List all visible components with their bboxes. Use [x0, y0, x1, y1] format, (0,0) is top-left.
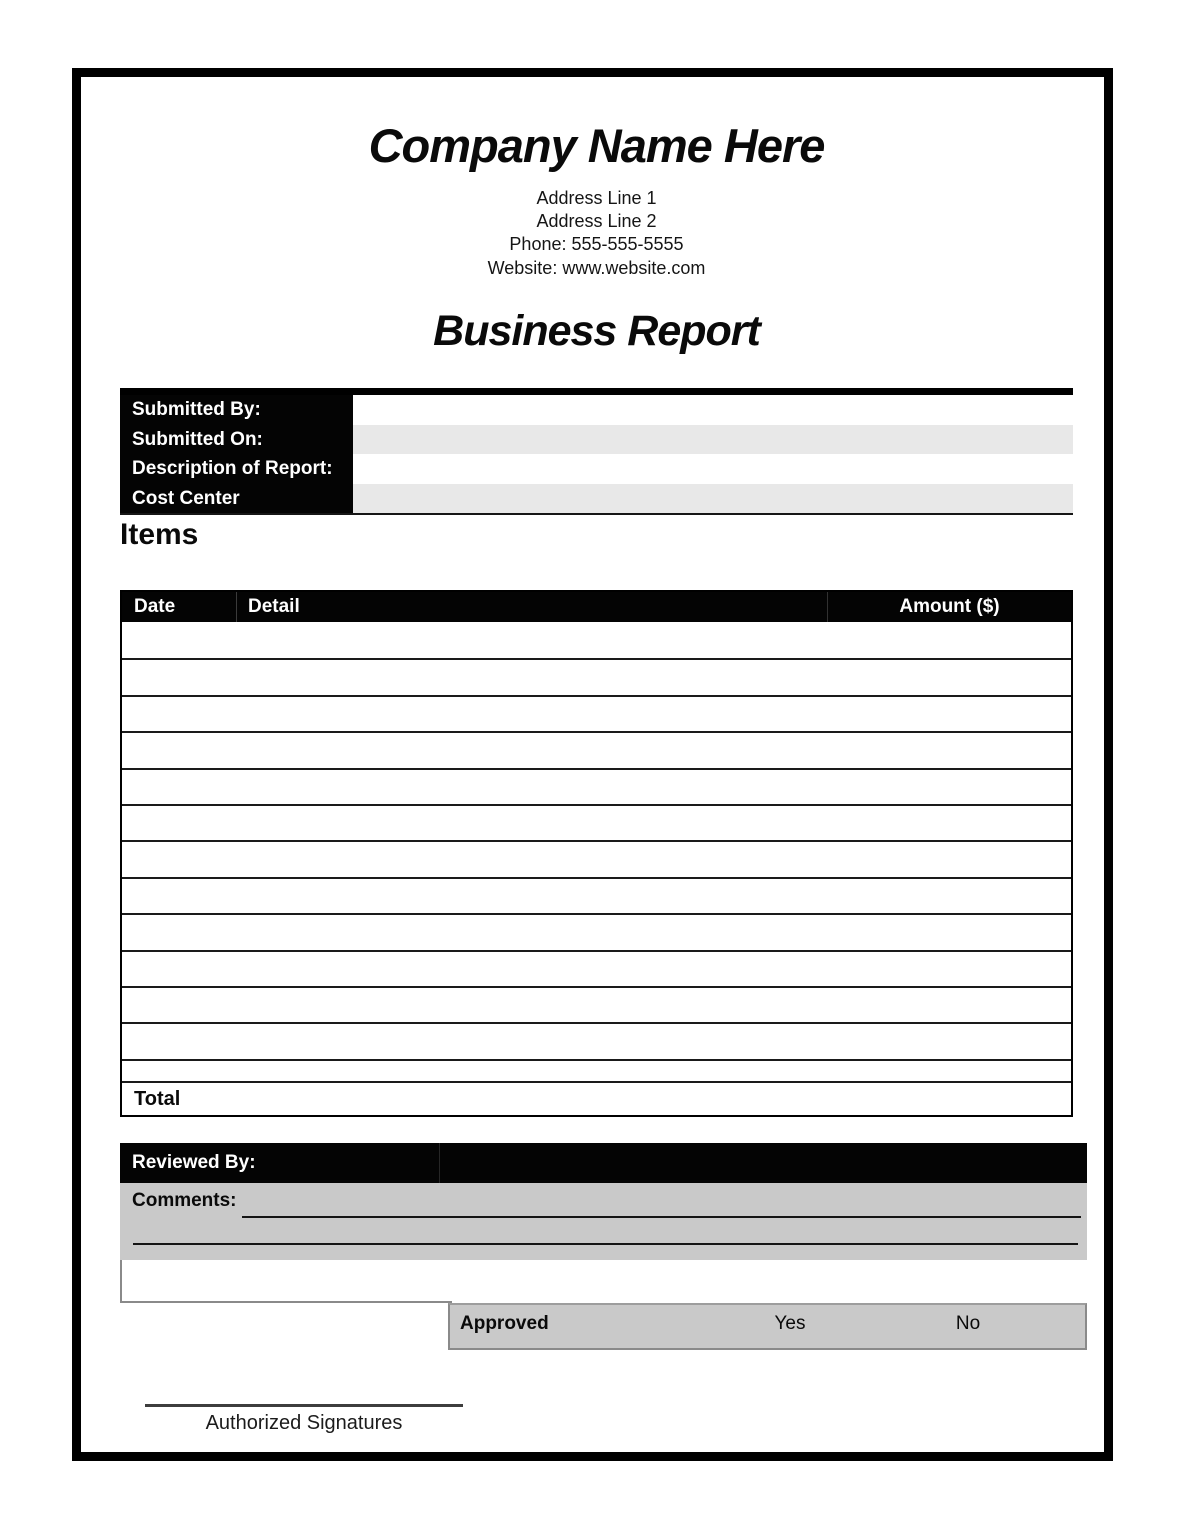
item-row-blank[interactable]: [122, 877, 1071, 913]
item-row-blank[interactable]: [122, 768, 1071, 804]
description-label: Description of Report:: [120, 454, 353, 484]
comments-panel[interactable]: [120, 1183, 1087, 1260]
approved-row: [448, 1303, 1087, 1350]
item-row-blank[interactable]: [122, 950, 1071, 986]
items-table: [120, 590, 1073, 1117]
total-label: Total: [134, 1087, 181, 1110]
comments-writing-line-1[interactable]: [242, 1216, 1081, 1218]
approved-yes-option[interactable]: Yes: [774, 1313, 806, 1334]
submitted-by-row: [120, 395, 1073, 425]
item-row-blank[interactable]: [122, 804, 1071, 840]
column-header-amount: Amount ($): [899, 596, 1000, 617]
approved-label: Approved: [460, 1313, 549, 1334]
cost-center-field[interactable]: [353, 484, 1073, 514]
reviewed-by-field[interactable]: [440, 1143, 1087, 1183]
address-line-2: Address Line 2: [536, 211, 657, 231]
description-row: [120, 454, 1073, 484]
submitted-info-table: [120, 388, 1073, 515]
column-header-date: Date: [122, 592, 237, 622]
comments-writing-line-2[interactable]: [133, 1243, 1078, 1245]
item-row-blank[interactable]: [122, 913, 1071, 949]
item-row-blank[interactable]: [122, 986, 1071, 1022]
item-row-blank[interactable]: [122, 622, 1071, 658]
items-header-row: [122, 592, 1071, 622]
submitted-on-row: [120, 425, 1073, 455]
items-body: [122, 622, 1071, 1081]
website-line: Website: www.website.com: [487, 258, 706, 278]
company-name: Company Name Here: [368, 119, 825, 172]
submitted-by-field[interactable]: [353, 395, 1073, 425]
submitted-on-label: Submitted On:: [120, 425, 353, 455]
signature-line[interactable]: [145, 1404, 463, 1407]
column-header-detail: Detail: [237, 592, 828, 622]
item-row-blank[interactable]: [122, 840, 1071, 876]
report-title: Business Report: [433, 307, 760, 355]
item-row-blank[interactable]: [122, 695, 1071, 731]
reviewed-by-bar: [120, 1143, 1087, 1183]
comments-label: Comments:: [132, 1190, 237, 1211]
review-blank-row: [120, 1260, 1087, 1303]
submitted-by-label: Submitted By:: [120, 395, 353, 425]
approved-no-option[interactable]: No: [955, 1313, 981, 1334]
items-heading: Items: [120, 518, 199, 551]
address-line-1: Address Line 1: [536, 188, 657, 208]
phone-line: Phone: 555-555-5555: [509, 234, 684, 254]
total-row: [122, 1081, 1071, 1115]
cost-center-label: Cost Center: [120, 484, 353, 514]
reviewed-by-label: Reviewed By:: [120, 1143, 440, 1183]
item-row-blank[interactable]: [122, 1059, 1071, 1081]
item-row-blank[interactable]: [122, 731, 1071, 767]
item-row-blank[interactable]: [122, 1022, 1071, 1058]
cost-center-row: [120, 484, 1073, 514]
signature-label: Authorized Signatures: [205, 1412, 403, 1434]
review-blank-row-border: [122, 1301, 452, 1303]
description-field[interactable]: [353, 454, 1073, 484]
submitted-on-field[interactable]: [353, 425, 1073, 455]
item-row-blank[interactable]: [122, 658, 1071, 694]
